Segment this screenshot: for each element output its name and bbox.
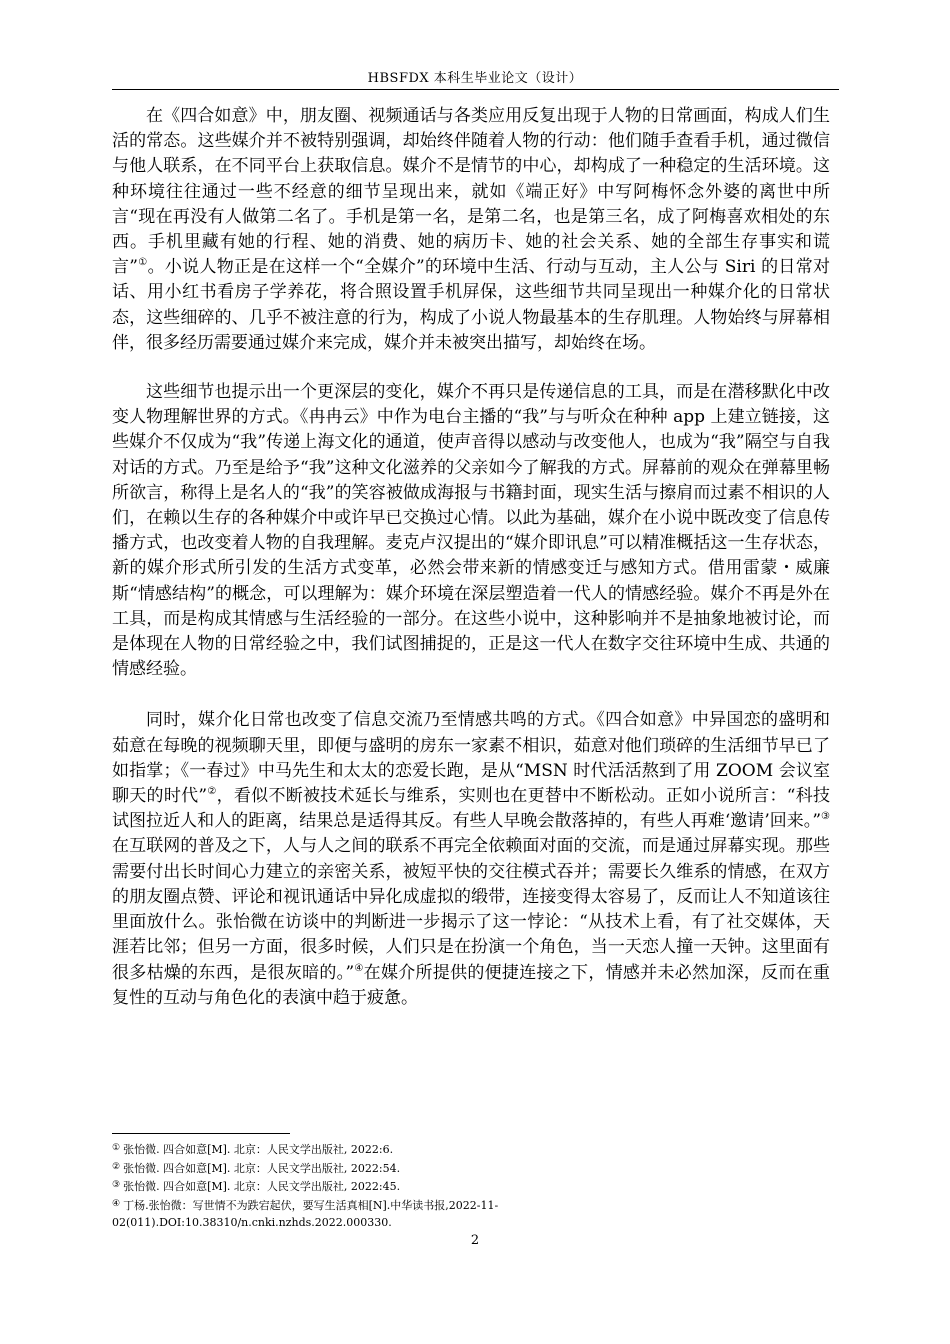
footnote-mark: ①: [112, 1143, 121, 1153]
paragraph-text: 这些细节也提示出一个更深层的变化，媒介不再只是传递信息的工具，而是在潜移默化中改变人物理解世界的方式。《冉冉云》中作为电台主播的“我”与与听众在种种 app 上建立链接，这些媒介不仅成为“我”传递上海文化的通道，使声音得以感动与改变他人，也成为“我”隔空与自我对话的方式。乃至是给予“我”这种文化滋养的父亲如今了解我的方式。屏幕前的观众在弹幕里畅所欲言，称得上是名人的“我”的笑容被做成海报与书籍封面，现实生活与擦肩而过素不相识的人们，在赖以生存的各种媒介中或许早已交换过心情。以此为基础，媒介在小说中既改变了信息传播方式，也改变着人物的自我理解。麦克卢汉提出的“媒介即讯息”可以精准概括这一生存状态，新的媒介形式所引发的生活方式变革，必然会带来新的情感变迁与感知方式。借用雷蒙・威廉斯“情感结构”的概念，可以理解为：媒介环境在深层塑造着一代人的情感经验。媒介不再是外在工具，而是构成其情感与生活经验的一部分。在这些小说中，这种影响并不是抽象地被讨论，而是体现在人物的日常经验之中，我们试图捕捉的，正是这一代人在数字交往环境中生成、共通的情感经验。: [112, 382, 830, 680]
footnote-2: [112, 1159, 712, 1178]
footnote-1: [112, 1140, 712, 1159]
footnotes: [112, 1140, 712, 1232]
footnote-ref-3[interactable]: ③: [821, 811, 831, 823]
header-rule: [112, 89, 839, 90]
footnote-ref-2[interactable]: ②: [207, 786, 217, 798]
paragraph-1: [112, 104, 830, 356]
page-number: 2: [470, 1233, 480, 1248]
body-text: [112, 104, 830, 1035]
footnote-text: 张怡微. 四合如意[M]. 北京：人民文学出版社, 2022:45.: [123, 1180, 401, 1193]
footnote-4: [112, 1196, 712, 1232]
footnote-mark: ④: [112, 1198, 121, 1209]
footnote-text: 张怡微. 四合如意[M]. 北京：人民文学出版社, 2022:6.: [123, 1143, 394, 1156]
footnote-text: 张怡微. 四合如意[M]. 北京：人民文学出版社, 2022:54.: [123, 1161, 401, 1175]
paragraph-text: 。小说人物正是在这样一个“全媒介”的环境中生活、行动与互动，主人公与 Siri 的日常对话、用小红书看房子学养花，将合照设置手机屏保，这些细节共同呈现出一种媒介化的日常状态，这些细碎的、几乎不被注意的行为，构成了小说人物最基本的生存肌理。人物始终与屏幕相伴，很多经历需要通过媒介来完成，媒介并未被突出描写，却始终在场。: [112, 257, 830, 353]
page-header: HBSFDX 本科生毕业论文（设计）: [367, 71, 583, 86]
paragraph-text: 在互联网的普及之下，人与人之间的联系不再完全依赖面对面的交流，而是通过屏幕实现。那些需要付出长时间心力建立的亲密关系，被短平快的交往模式吞并；需要长久维系的情感，在双方的朋友圈点赞、评论和视讯通话中异化成虚拟的缎带，连接变得太容易了，反而让人不知道该往里面放什么。张怡微在访谈中的判断进一步揭示了这一悖论：“从技术上看，有了社交媒体，天涯若比邻；但另一方面，很多时候，人们只是在扮演一个角色，当一天恋人撞一天钟。这里面有很多枯燥的东西，是很灰暗的。”: [112, 836, 830, 983]
footnote-3: [112, 1177, 712, 1196]
paragraph-text: 在《四合如意》中，朋友圈、视频通话与各类应用反复出现于人物的日常画面，构成人们生活的常态。这些媒介并不被特别强调，却始终伴随着人物的行动：他们随手查看手机，通过微信与他人联系，在不同平台上获取信息。媒介不是情节的中心，却构成了一种稳定的生活环境。这种环境往往通过一些不经意的细节呈现出来，就如《端正好》中写阿梅怀念外婆的离世中所言“现在再没有人做第二名了。手机是第一名，是第二名，也是第三名，成了阿梅喜欢相处的东西。手机里藏有她的行程、她的消费、她的病历卡、她的社会关系、她的全部生存事实和谎言”: [112, 106, 830, 278]
paragraph-2: [112, 380, 830, 682]
paragraph-text: 在媒介所提供的便捷连接之下，情感并未必然加深，反而在重复性的互动与角色化的表演中趋于疲惫。: [112, 962, 830, 1008]
footnote-text: 丁杨.张怡微：写世情不为跌宕起伏，要写生活真相[N].中华读书报,2022-11-02(011).DOI:10.38310/n.cnki.nzhds.2022.000330.: [112, 1198, 499, 1229]
footnote-ref-1[interactable]: ①: [138, 257, 148, 269]
paragraph-text: ，看似不断被技术延长与维系，实则也在更替中不断松动。正如小说所言：“科技试图拉近人和人的距离，结果总是适得其反。有些人早晚会散落掉的，有些人再难‘邀请’回来。”: [112, 786, 830, 832]
footnote-rule: [112, 1133, 290, 1134]
footnote-mark: ③: [112, 1180, 121, 1190]
footnote-mark: ②: [112, 1161, 121, 1172]
paragraph-text: 同时，媒介化日常也改变了信息交流乃至情感共鸣的方式。《四合如意》中异国恋的盛明和茹意在每晚的视频聊天里，即便与盛明的房东一家素不相识，茹意对他们琐碎的生活细节早已了如指掌；《一春过》中马先生和太太的恋爱长跑，是从“MSN 时代活活熬到了用 ZOOM 会议室聊天的时代”: [112, 710, 830, 807]
paragraph-3: [112, 708, 830, 1010]
footnote-ref-4[interactable]: ④: [354, 962, 364, 974]
